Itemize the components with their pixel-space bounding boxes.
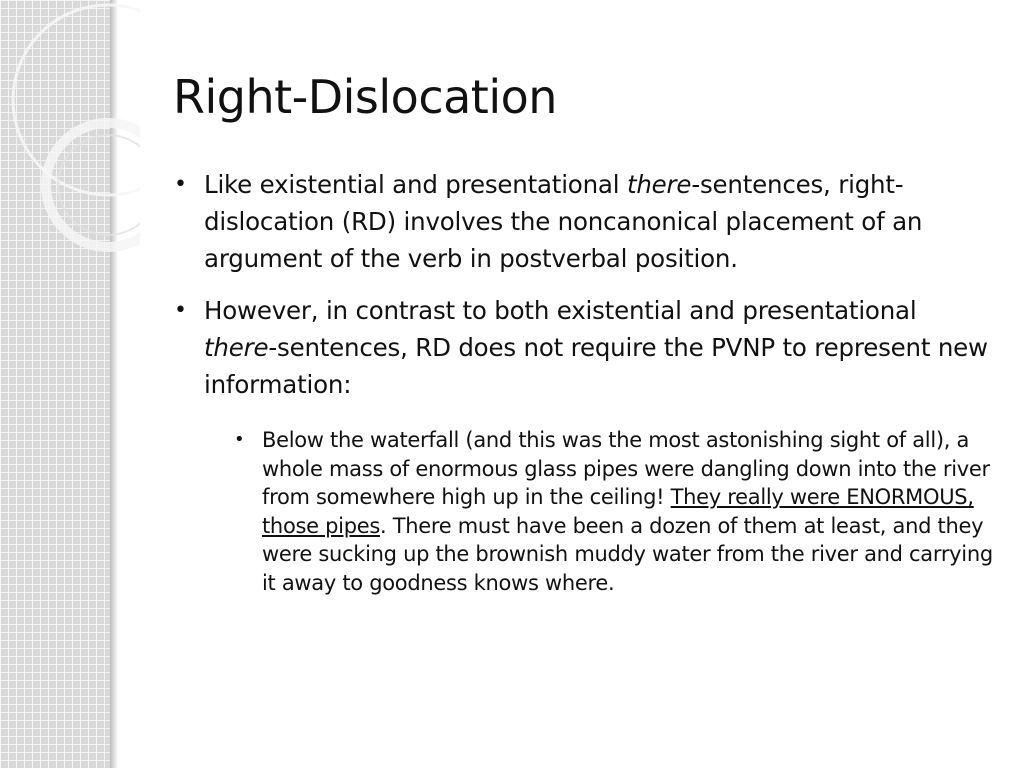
subbullet-dot-icon: • [234,429,245,450]
decorative-circles [0,0,140,260]
bullet-dot-icon: • [174,172,187,197]
bullet-2-text-start: However, in contrast to both existential and presentational [204,296,917,325]
slide-body [174,166,993,597]
bullet-1-text-start: Like existential and presentational [204,170,627,199]
bullet-item-1 [174,166,989,277]
bullet-item-2 [174,292,989,403]
example-underlined-rd: They really were ENORMOUS, those pipes [262,485,974,538]
bullet-1-italic-there: there [626,170,692,199]
bullet-2-italic-there: there [204,333,269,362]
bullet-2-text-end: -sentences, RD does not require the PVNP to represent new information: [204,333,988,399]
example-subbullet [234,426,994,597]
bullet-1-text-end: -sentences, right-dislocation (RD) involves the noncanonical placement of an argument of the verb in postverbal position. [204,170,923,273]
bullet-dot-icon: • [174,298,187,323]
slide-title: Right-Dislocation [173,70,557,124]
example-text-before: Below the waterfall (and this was the most astonishing sight of all), a whole mass of enormous glass pipes were dangling down into the river from somewhere high up in the ceiling! [262,428,990,509]
example-text-after: . There must have been a dozen of them at least, and they were sucking up the brownish muddy water from the river and carrying it away to goodness knows where. [262,513,993,595]
